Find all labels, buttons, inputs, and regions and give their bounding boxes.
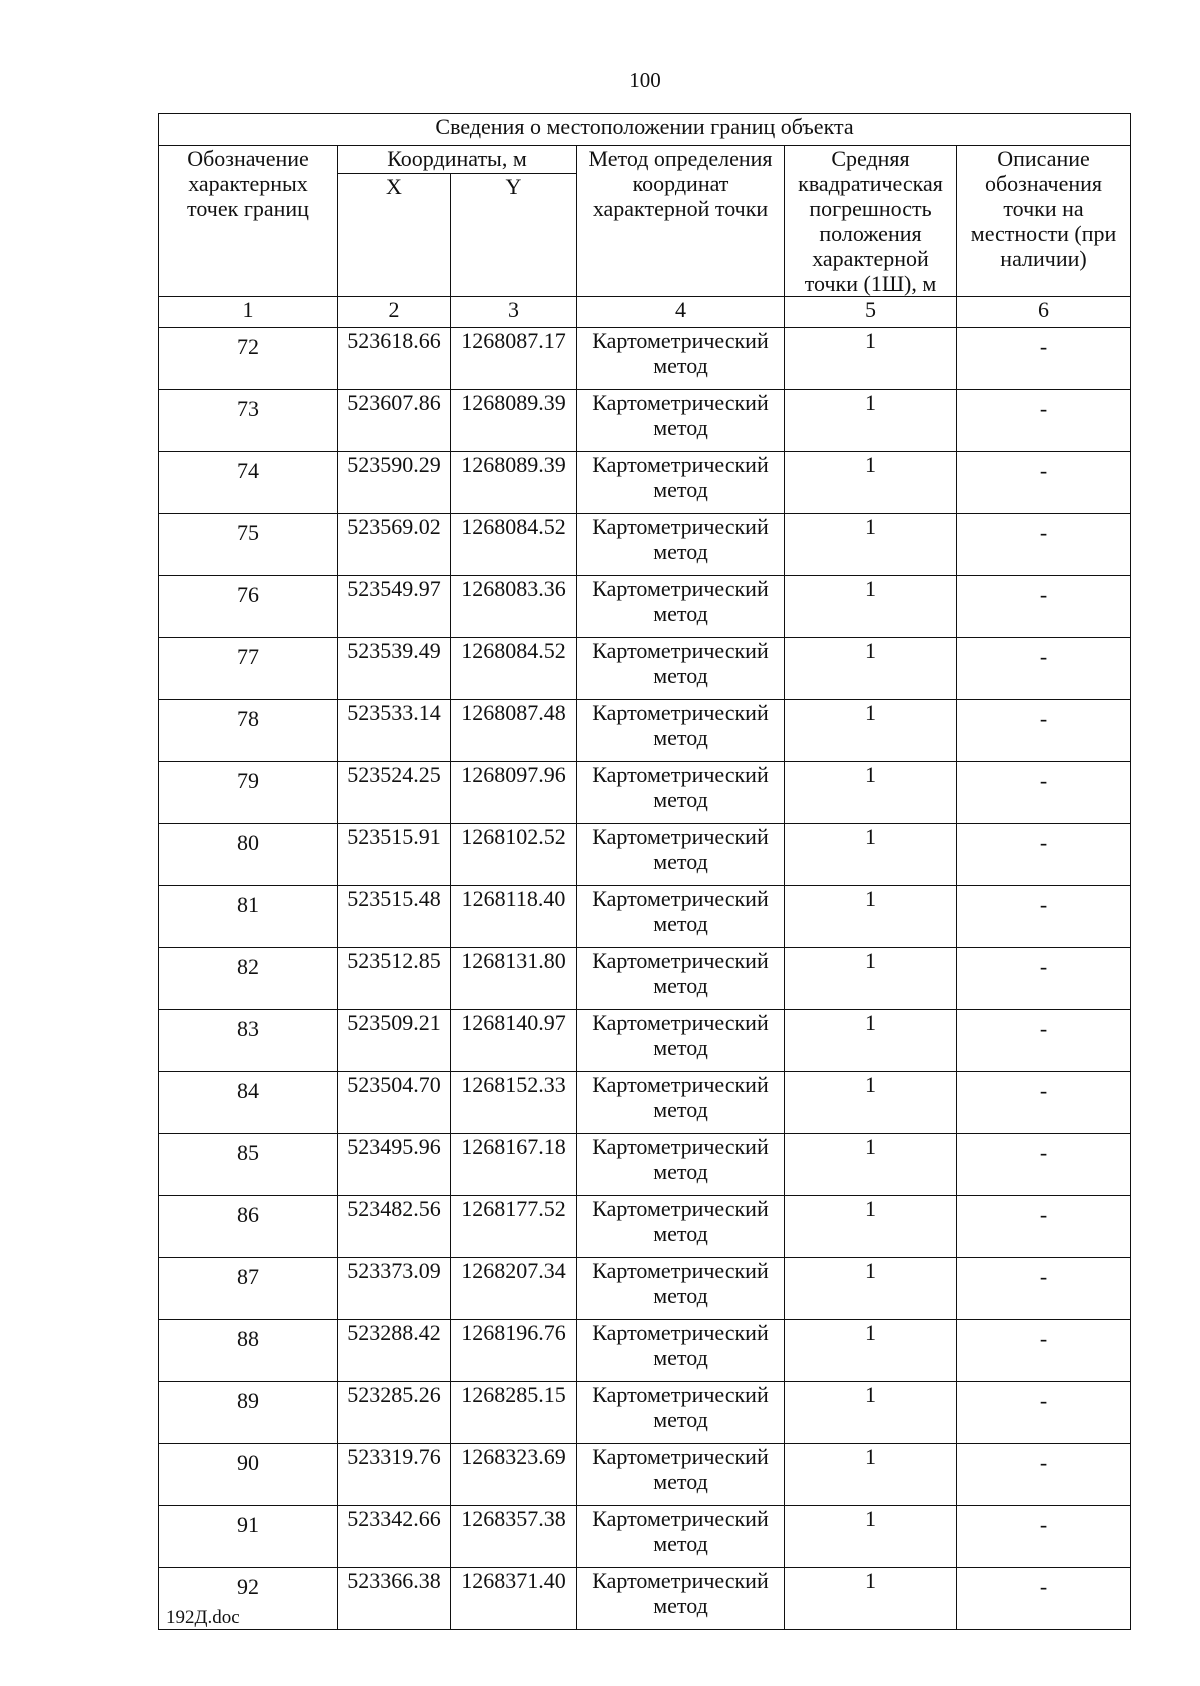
cell-description: - <box>957 1320 1131 1382</box>
cell-error: 1 <box>785 1258 957 1320</box>
cell-point-number: 85 <box>159 1134 338 1196</box>
cell-description: - <box>957 1568 1131 1630</box>
cell-point-number: 76 <box>159 576 338 638</box>
cell-method: Картометрический метод <box>577 824 785 886</box>
cell-error: 1 <box>785 1320 957 1382</box>
cell-error: 1 <box>785 1196 957 1258</box>
cell-x-coordinate: 523618.66 <box>338 328 451 390</box>
cell-y-coordinate: 1268084.52 <box>451 514 577 576</box>
cell-description: - <box>957 1196 1131 1258</box>
cell-description: - <box>957 886 1131 948</box>
cell-method: Картометрический метод <box>577 1444 785 1506</box>
cell-point-number: 88 <box>159 1320 338 1382</box>
table-row <box>159 390 1131 452</box>
cell-point-number: 81 <box>159 886 338 948</box>
cell-description: - <box>957 638 1131 700</box>
cell-point-number: 77 <box>159 638 338 700</box>
cell-description: - <box>957 576 1131 638</box>
cell-description: - <box>957 762 1131 824</box>
table-row <box>159 1320 1131 1382</box>
column-numbers-row <box>159 297 1131 328</box>
table-row <box>159 1568 1131 1630</box>
cell-error: 1 <box>785 948 957 1010</box>
cell-error: 1 <box>785 1382 957 1444</box>
cell-method: Картометрический метод <box>577 452 785 514</box>
cell-point-number: 78 <box>159 700 338 762</box>
cell-error: 1 <box>785 638 957 700</box>
cell-x-coordinate: 523504.70 <box>338 1072 451 1134</box>
cell-y-coordinate: 1268285.15 <box>451 1382 577 1444</box>
cell-x-coordinate: 523285.26 <box>338 1382 451 1444</box>
column-number: 4 <box>577 297 785 328</box>
cell-description: - <box>957 1506 1131 1568</box>
table-row <box>159 700 1131 762</box>
cell-description: - <box>957 1010 1131 1072</box>
cell-y-coordinate: 1268167.18 <box>451 1134 577 1196</box>
header-y: Y <box>451 174 577 297</box>
cell-method: Картометрический метод <box>577 700 785 762</box>
cell-point-number: 83 <box>159 1010 338 1072</box>
table-header-row <box>159 146 1131 174</box>
header-description: Описание обозначения точки на местности (при наличии) <box>957 146 1131 297</box>
cell-method: Картометрический метод <box>577 762 785 824</box>
cell-x-coordinate: 523495.96 <box>338 1134 451 1196</box>
cell-method: Картометрический метод <box>577 948 785 1010</box>
cell-method: Картометрический метод <box>577 1320 785 1382</box>
cell-y-coordinate: 1268152.33 <box>451 1072 577 1134</box>
cell-x-coordinate: 523482.56 <box>338 1196 451 1258</box>
cell-point-number: 79 <box>159 762 338 824</box>
table-title-row <box>159 114 1131 146</box>
column-number: 6 <box>957 297 1131 328</box>
cell-x-coordinate: 523319.76 <box>338 1444 451 1506</box>
cell-x-coordinate: 523515.91 <box>338 824 451 886</box>
cell-description: - <box>957 700 1131 762</box>
cell-y-coordinate: 1268102.52 <box>451 824 577 886</box>
cell-method: Картометрический метод <box>577 1134 785 1196</box>
column-number: 1 <box>159 297 338 328</box>
cell-x-coordinate: 523512.85 <box>338 948 451 1010</box>
cell-point-number: 91 <box>159 1506 338 1568</box>
header-point-designation: Обозначение характерных точек границ <box>159 146 338 297</box>
header-x: X <box>338 174 451 297</box>
table-row <box>159 948 1131 1010</box>
cell-x-coordinate: 523509.21 <box>338 1010 451 1072</box>
cell-y-coordinate: 1268140.97 <box>451 1010 577 1072</box>
cell-y-coordinate: 1268089.39 <box>451 452 577 514</box>
table-row <box>159 1258 1131 1320</box>
cell-error: 1 <box>785 1568 957 1630</box>
cell-error: 1 <box>785 1444 957 1506</box>
cell-x-coordinate: 523590.29 <box>338 452 451 514</box>
table-body <box>159 114 1131 1630</box>
cell-error: 1 <box>785 824 957 886</box>
table-row <box>159 762 1131 824</box>
cell-y-coordinate: 1268207.34 <box>451 1258 577 1320</box>
column-number: 2 <box>338 297 451 328</box>
cell-error: 1 <box>785 1506 957 1568</box>
cell-description: - <box>957 1134 1131 1196</box>
cell-x-coordinate: 523569.02 <box>338 514 451 576</box>
cell-x-coordinate: 523342.66 <box>338 1506 451 1568</box>
cell-method: Картометрический метод <box>577 576 785 638</box>
table-row <box>159 1444 1131 1506</box>
cell-x-coordinate: 523366.38 <box>338 1568 451 1630</box>
cell-description: - <box>957 390 1131 452</box>
cell-point-number: 86 <box>159 1196 338 1258</box>
cell-x-coordinate: 523515.48 <box>338 886 451 948</box>
cell-error: 1 <box>785 452 957 514</box>
cell-point-number: 87 <box>159 1258 338 1320</box>
cell-method: Картометрический метод <box>577 1382 785 1444</box>
cell-point-number: 82 <box>159 948 338 1010</box>
cell-y-coordinate: 1268131.80 <box>451 948 577 1010</box>
footer-filename: 192Д.doc <box>166 1607 240 1628</box>
cell-x-coordinate: 523533.14 <box>338 700 451 762</box>
cell-error: 1 <box>785 1134 957 1196</box>
cell-description: - <box>957 1444 1131 1506</box>
cell-y-coordinate: 1268371.40 <box>451 1568 577 1630</box>
column-number: 5 <box>785 297 957 328</box>
cell-method: Картометрический метод <box>577 886 785 948</box>
cell-error: 1 <box>785 1010 957 1072</box>
cell-error: 1 <box>785 390 957 452</box>
cell-error: 1 <box>785 328 957 390</box>
column-number: 3 <box>451 297 577 328</box>
cell-x-coordinate: 523373.09 <box>338 1258 451 1320</box>
table-row <box>159 576 1131 638</box>
cell-x-coordinate: 523607.86 <box>338 390 451 452</box>
cell-y-coordinate: 1268083.36 <box>451 576 577 638</box>
page-number: 100 <box>629 68 661 92</box>
cell-method: Картометрический метод <box>577 1072 785 1134</box>
table-row <box>159 638 1131 700</box>
cell-description: - <box>957 1258 1131 1320</box>
cell-method: Картометрический метод <box>577 1010 785 1072</box>
cell-point-number: 73 <box>159 390 338 452</box>
table-row <box>159 514 1131 576</box>
table-row <box>159 328 1131 390</box>
cell-y-coordinate: 1268089.39 <box>451 390 577 452</box>
cell-method: Картометрический метод <box>577 1196 785 1258</box>
cell-y-coordinate: 1268357.38 <box>451 1506 577 1568</box>
table-title: Сведения о местоположении границ объекта <box>159 114 1131 146</box>
table-row <box>159 1010 1131 1072</box>
cell-point-number: 80 <box>159 824 338 886</box>
cell-description: - <box>957 948 1131 1010</box>
cell-description: - <box>957 328 1131 390</box>
cell-point-number: 89 <box>159 1382 338 1444</box>
cell-description: - <box>957 1072 1131 1134</box>
cell-method: Картометрический метод <box>577 328 785 390</box>
cell-point-number: 74 <box>159 452 338 514</box>
cell-point-number: 92 <box>159 1568 338 1630</box>
cell-point-number: 72 <box>159 328 338 390</box>
cell-description: - <box>957 824 1131 886</box>
cell-method: Картометрический метод <box>577 638 785 700</box>
cell-method: Картометрический метод <box>577 514 785 576</box>
cell-x-coordinate: 523288.42 <box>338 1320 451 1382</box>
cell-method: Картометрический метод <box>577 1568 785 1630</box>
table-row <box>159 886 1131 948</box>
cell-y-coordinate: 1268177.52 <box>451 1196 577 1258</box>
cell-point-number: 90 <box>159 1444 338 1506</box>
cell-error: 1 <box>785 700 957 762</box>
table-row <box>159 1382 1131 1444</box>
cell-description: - <box>957 514 1131 576</box>
cell-x-coordinate: 523549.97 <box>338 576 451 638</box>
cell-point-number: 84 <box>159 1072 338 1134</box>
cell-error: 1 <box>785 762 957 824</box>
cell-method: Картометрический метод <box>577 390 785 452</box>
table-row <box>159 452 1131 514</box>
cell-y-coordinate: 1268084.52 <box>451 638 577 700</box>
cell-point-number: 75 <box>159 514 338 576</box>
table-row <box>159 1072 1131 1134</box>
cell-description: - <box>957 452 1131 514</box>
cell-error: 1 <box>785 514 957 576</box>
cell-y-coordinate: 1268323.69 <box>451 1444 577 1506</box>
cell-x-coordinate: 523539.49 <box>338 638 451 700</box>
table-row <box>159 1134 1131 1196</box>
table-row <box>159 1506 1131 1568</box>
table-row <box>159 824 1131 886</box>
table-row <box>159 1196 1131 1258</box>
cell-y-coordinate: 1268196.76 <box>451 1320 577 1382</box>
cell-method: Картометрический метод <box>577 1258 785 1320</box>
cell-y-coordinate: 1268118.40 <box>451 886 577 948</box>
cell-x-coordinate: 523524.25 <box>338 762 451 824</box>
header-coordinates: Координаты, м <box>338 146 577 174</box>
cell-description: - <box>957 1382 1131 1444</box>
cell-y-coordinate: 1268087.48 <box>451 700 577 762</box>
cell-error: 1 <box>785 1072 957 1134</box>
cell-y-coordinate: 1268097.96 <box>451 762 577 824</box>
header-method: Метод определения координат характерной точки <box>577 146 785 297</box>
cell-method: Картометрический метод <box>577 1506 785 1568</box>
boundary-points-table <box>158 113 1131 1630</box>
header-mean-square-error: Средняя квадратическая погрешность положения характерной точки (1Ш), м <box>785 146 957 297</box>
cell-y-coordinate: 1268087.17 <box>451 328 577 390</box>
cell-error: 1 <box>785 576 957 638</box>
cell-error: 1 <box>785 886 957 948</box>
